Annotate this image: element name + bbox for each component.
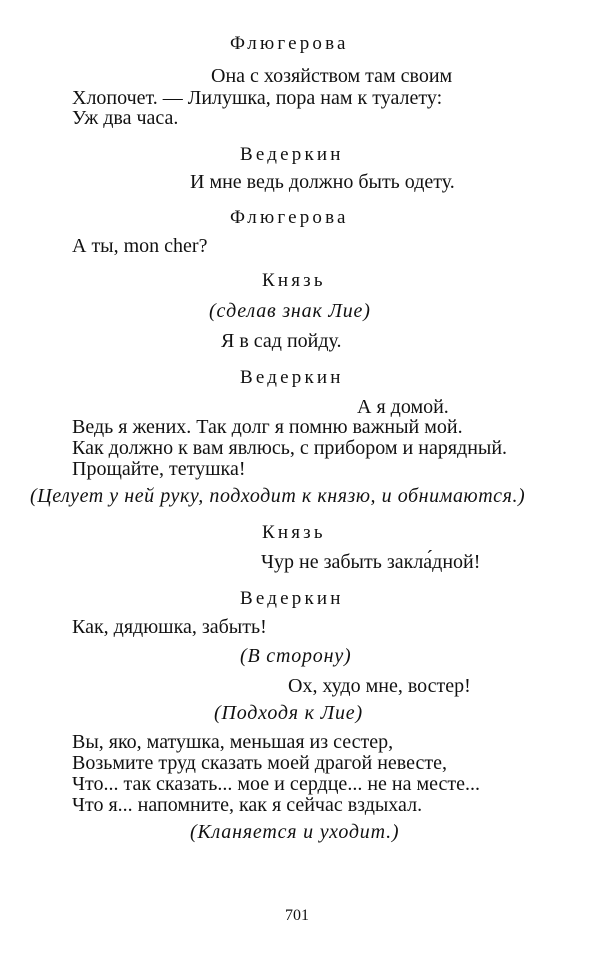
verse-line: Уж два часа.: [72, 107, 179, 129]
verse-line: А я домой.: [357, 396, 449, 418]
verse-line: Вы, яко, матушка, меньшая из сестер,: [72, 731, 394, 753]
verse-line: Что... так сказать... мое и сердце... не на месте...: [72, 773, 480, 795]
speaker-vederkin: Ведеркин: [240, 367, 344, 388]
verse-line: Возьмите труд сказать моей драгой невесте,: [72, 752, 447, 774]
verse-line: Я в сад пойду.: [221, 330, 342, 352]
verse-line: Как, дядюшка, забыть!: [72, 616, 267, 638]
stage-direction: (В сторону): [240, 645, 352, 667]
verse-line: Она с хозяйством там своим: [211, 65, 453, 87]
verse-line: Ведь я жених. Так долг я помню важный мой.: [72, 416, 463, 438]
speaker-knyaz: Князь: [262, 522, 326, 543]
stage-direction: (Подходя к Лие): [214, 702, 363, 724]
verse-line: И мне ведь должно быть одету.: [190, 171, 455, 193]
speaker-vederkin: Ведеркин: [240, 588, 344, 609]
page-number: 701: [285, 907, 309, 924]
verse-line: Как должно к вам явлюсь, с прибором и нарядный.: [72, 437, 508, 459]
speaker-knyaz: Князь: [262, 270, 326, 291]
stage-direction: (Целует у ней руку, подходит к князю, и обнимаются.): [30, 485, 526, 507]
verse-line: Прощайте, тетушка!: [72, 458, 246, 480]
speaker-vederkin: Ведеркин: [240, 144, 344, 165]
speaker-flugerova: Флюгерова: [230, 207, 349, 228]
verse-line: Хлопочет. — Лилушка, пора нам к туалету:: [72, 87, 443, 109]
verse-line: Чур не забыть закла́дной!: [261, 551, 481, 573]
stage-direction: (Кланяется и уходит.): [190, 821, 400, 843]
verse-line: Ох, худо мне, востер!: [288, 675, 471, 697]
verse-line: А ты, mon cher?: [72, 235, 208, 257]
speaker-flugerova: Флюгерова: [230, 33, 349, 54]
verse-line: Что я... напомните, как я сейчас вздыхал.: [72, 794, 423, 816]
stage-direction: (сделав знак Лие): [209, 300, 371, 322]
